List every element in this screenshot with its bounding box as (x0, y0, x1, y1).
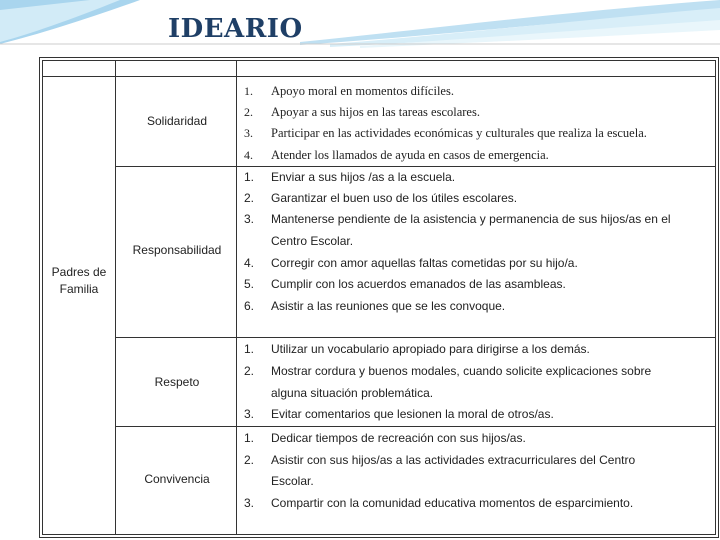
item-number: 2. (244, 453, 255, 467)
group-label: Padres de Familia (51, 265, 107, 296)
item-number: 3. (244, 126, 253, 140)
section-label-solidaridad: Solidaridad (146, 114, 208, 128)
item-text: Corregir con amor aquellas faltas cometidas por su hijo/a. (271, 256, 578, 270)
item-text: Asistir con sus hijos/as a las actividades extracurriculares del Centro (271, 453, 636, 467)
section-label-responsabilidad: Responsabilidad (132, 243, 222, 257)
item-text: Dedicar tiempos de recreación con sus hijos/as. (271, 431, 526, 445)
item-text: Evitar comentarios que lesionen la moral de otros/as. (271, 407, 554, 421)
item-number: 3. (244, 407, 255, 421)
item-text-continuation: alguna situación problemática. (271, 386, 434, 400)
item-number: 1. (244, 84, 253, 98)
item-text: Mostrar cordura y buenos modales, cuando solicite explicaciones sobre (271, 364, 652, 378)
item-number: 2. (244, 105, 253, 119)
item-text: Garantizar el buen uso de los útiles escolares. (271, 191, 518, 205)
item-number: 1. (244, 342, 255, 356)
item-number: 6. (244, 299, 255, 313)
item-text: Compartir con la comunidad educativa momentos de esparcimiento. (271, 496, 634, 510)
item-text-continuation: Centro Escolar. (271, 234, 354, 248)
item-number: 2. (244, 191, 255, 205)
section-label-respeto: Respeto (154, 375, 200, 389)
item-text: Mantenerse pendiente de la asistencia y permanencia de sus hijos/as en el (271, 212, 671, 226)
item-number: 4. (244, 256, 255, 270)
item-text: Cumplir con los acuerdos emanados de las asambleas. (271, 277, 566, 291)
section-label-convivencia: Convivencia (144, 472, 210, 486)
item-number: 5. (244, 277, 255, 291)
item-text: Asistir a las reuniones que se les convoque. (271, 299, 506, 313)
item-number: 3. (244, 212, 255, 226)
item-text-continuation: Escolar. (271, 474, 314, 488)
item-text: Utilizar un vocabulario apropiado para dirigirse a los demás. (271, 342, 590, 356)
item-number: 1. (244, 431, 255, 445)
item-number: 4. (244, 148, 253, 162)
page-title: IDEARIO (168, 14, 303, 44)
item-number: 2. (244, 364, 255, 378)
item-number: 3. (244, 496, 255, 510)
item-text: Atender los llamados de ayuda en casos de emergencia. (271, 148, 549, 162)
item-text: Apoyar a sus hijos en las tareas escolares. (271, 105, 480, 119)
item-text: Enviar a sus hijos /as a la escuela. (271, 170, 456, 184)
item-text: Apoyo moral en momentos difíciles. (271, 84, 454, 98)
item-text: Participar en las actividades económicas y culturales que realiza la escuela. (271, 126, 647, 140)
item-number: 1. (244, 170, 255, 184)
